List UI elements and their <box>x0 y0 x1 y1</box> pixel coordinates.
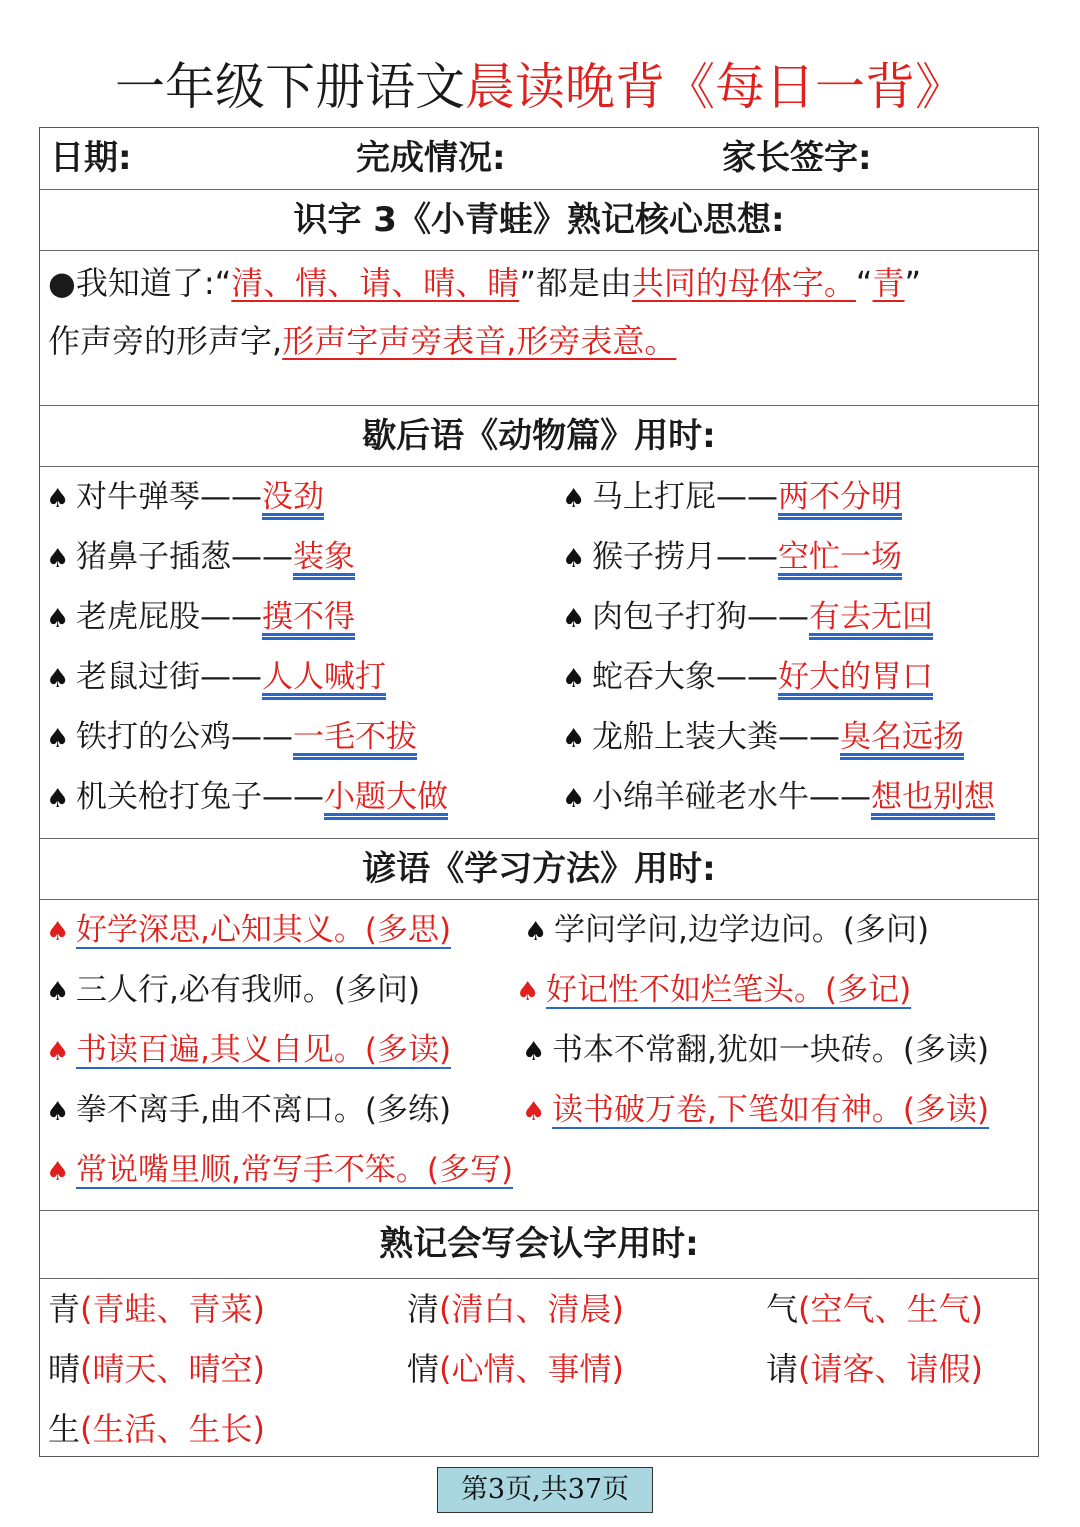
section3-heading: 谚语《学习方法》用时: <box>40 838 1038 899</box>
idiom-answer: 空忙一场 <box>778 539 902 575</box>
char-words: (清白、清晨) <box>439 1290 624 1328</box>
proverb-item <box>46 910 451 952</box>
section4-heading: 熟记会写会认字用时: <box>40 1210 1038 1278</box>
section1-line2 <box>48 317 676 365</box>
char-glyph: 生 <box>48 1410 81 1448</box>
section1-line1 <box>48 259 921 307</box>
idiom-answer: 一毛不拔 <box>293 719 417 755</box>
spade-icon: ♠ <box>46 724 70 754</box>
idiom-item <box>562 597 933 639</box>
s1-p1-f: ” <box>904 264 922 302</box>
proverb-item <box>46 970 420 1012</box>
proverb-text: 学问学问,边学边问。(多问) <box>554 912 930 948</box>
section1-body <box>40 250 1038 405</box>
char-item <box>766 1287 983 1331</box>
idiom-item <box>46 777 448 819</box>
spade-icon: ♠ <box>46 664 70 694</box>
spade-icon: ♠ <box>562 784 586 814</box>
spade-icon: ♠ <box>46 917 70 947</box>
title-black: 一年级下册语文 <box>115 58 465 116</box>
idiom-answer: 人人喊打 <box>262 659 386 695</box>
worksheet-table <box>39 127 1039 1457</box>
spade-icon: ♠ <box>562 604 586 634</box>
proverb-text: 拳不离手,曲不离口。(多练) <box>76 1092 452 1128</box>
s1-p2-a: 作声旁的形声字, <box>48 322 283 360</box>
idiom-answer: 小题大做 <box>324 779 448 815</box>
idiom-question: 小绵羊碰老水牛—— <box>592 779 871 815</box>
proverb-text: 读书破万卷,下笔如有神。(多读) <box>552 1092 990 1128</box>
section2-heading: 歇后语《动物篇》用时: <box>40 405 1038 466</box>
s1-p1-d: “ <box>855 264 873 302</box>
proverb-item <box>524 910 929 952</box>
char-item <box>766 1347 983 1391</box>
idiom-item <box>46 537 355 579</box>
proverb-item <box>522 1030 989 1072</box>
idiom-answer: 摸不得 <box>262 599 355 635</box>
title-red: 晨读晚背《每日一背》 <box>465 58 965 116</box>
signature-label: 家长签字: <box>722 138 872 178</box>
idiom-item <box>562 777 995 819</box>
idiom-question: 马上打屁—— <box>592 479 778 515</box>
spade-icon: ♠ <box>516 977 540 1007</box>
idiom-item <box>562 657 933 699</box>
proverb-item <box>522 1090 989 1132</box>
page-number: 第3页,共37页 <box>437 1467 653 1513</box>
idiom-item <box>562 537 902 579</box>
spade-icon: ♠ <box>46 604 70 634</box>
char-words: (请客、请假) <box>798 1350 983 1388</box>
idiom-answer: 好大的胃口 <box>778 659 933 695</box>
proverb-text: 书本不常翻,犹如一块砖。(多读) <box>552 1032 990 1068</box>
proverb-text: 常说嘴里顺,常写手不笨。(多写) <box>76 1152 514 1188</box>
spade-icon: ♠ <box>562 544 586 574</box>
idiom-item <box>46 597 355 639</box>
idiom-question: 机关枪打兔子—— <box>76 779 324 815</box>
spade-icon: ♠ <box>46 1157 70 1187</box>
idiom-question: 龙船上装大粪—— <box>592 719 840 755</box>
idiom-question: 老鼠过街—— <box>76 659 262 695</box>
header-row <box>40 128 1038 189</box>
section3-body <box>40 899 1038 1210</box>
spade-icon: ♠ <box>522 1097 546 1127</box>
completion-label: 完成情况: <box>356 138 506 178</box>
proverb-item <box>46 1150 513 1192</box>
proverb-item <box>46 1090 451 1132</box>
spade-icon: ♠ <box>46 1097 70 1127</box>
spade-icon: ♠ <box>46 544 70 574</box>
char-item <box>407 1347 624 1391</box>
idiom-question: 猪鼻子插葱—— <box>76 539 293 575</box>
idiom-answer: 没劲 <box>262 479 324 515</box>
char-words: (空气、生气) <box>798 1290 983 1328</box>
date-label: 日期: <box>50 138 132 178</box>
idiom-answer: 臭名远扬 <box>840 719 964 755</box>
proverb-item <box>46 1030 451 1072</box>
spade-icon: ♠ <box>46 977 70 1007</box>
page-title <box>0 52 1080 122</box>
idiom-answer: 两不分明 <box>778 479 902 515</box>
idiom-question: 猴子捞月—— <box>592 539 778 575</box>
s1-p1-a: ●我知道了:“ <box>48 264 232 302</box>
spade-icon: ♠ <box>522 1037 546 1067</box>
spade-icon: ♠ <box>562 664 586 694</box>
proverb-item <box>516 970 911 1012</box>
char-item <box>48 1287 265 1331</box>
idiom-question: 蛇吞大象—— <box>592 659 778 695</box>
char-glyph: 气 <box>766 1290 799 1328</box>
idiom-answer: 有去无回 <box>809 599 933 635</box>
idiom-question: 铁打的公鸡—— <box>76 719 293 755</box>
idiom-item <box>562 717 964 759</box>
spade-icon: ♠ <box>562 484 586 514</box>
proverb-text: 好记性不如烂笔头。(多记) <box>546 972 912 1008</box>
spade-icon: ♠ <box>562 724 586 754</box>
idiom-question: 对牛弹琴—— <box>76 479 262 515</box>
section4-body <box>40 1278 1038 1456</box>
proverb-text: 好学深思,心知其义。(多思) <box>76 912 452 948</box>
idiom-item <box>46 717 417 759</box>
idiom-answer: 想也别想 <box>871 779 995 815</box>
section1-heading: 识字 3《小青蛙》熟记核心思想: <box>40 189 1038 250</box>
char-item <box>407 1287 624 1331</box>
char-words: (生活、生长) <box>80 1410 265 1448</box>
char-glyph: 晴 <box>48 1350 81 1388</box>
char-glyph: 请 <box>766 1350 799 1388</box>
char-words: (心情、事情) <box>439 1350 624 1388</box>
idiom-answer: 装象 <box>293 539 355 575</box>
idiom-item <box>46 657 386 699</box>
spade-icon: ♠ <box>524 917 548 947</box>
char-glyph: 清 <box>407 1290 440 1328</box>
s1-p1-chars: 清、情、请、晴、睛 <box>231 264 520 302</box>
s1-p1-c: 共同的母体字。 <box>631 264 856 302</box>
char-words: (青蛙、青菜) <box>80 1290 265 1328</box>
char-item <box>48 1347 265 1391</box>
idiom-question: 老虎屁股—— <box>76 599 262 635</box>
proverb-text: 三人行,必有我师。(多问) <box>76 972 421 1008</box>
idiom-item <box>46 477 324 519</box>
idiom-item <box>562 477 902 519</box>
char-words: (晴天、晴空) <box>80 1350 265 1388</box>
char-glyph: 青 <box>48 1290 81 1328</box>
char-item <box>48 1407 265 1451</box>
s1-p1-b: ”都是由 <box>519 264 632 302</box>
spade-icon: ♠ <box>46 484 70 514</box>
section2-body <box>40 466 1038 838</box>
char-glyph: 情 <box>407 1350 440 1388</box>
proverb-text: 书读百遍,其义自见。(多读) <box>76 1032 452 1068</box>
spade-icon: ♠ <box>46 784 70 814</box>
spade-icon: ♠ <box>46 1037 70 1067</box>
s1-p1-e: 青 <box>872 264 905 302</box>
idiom-question: 肉包子打狗—— <box>592 599 809 635</box>
s1-p2-b: 形声字声旁表音,形旁表意。 <box>282 322 677 360</box>
